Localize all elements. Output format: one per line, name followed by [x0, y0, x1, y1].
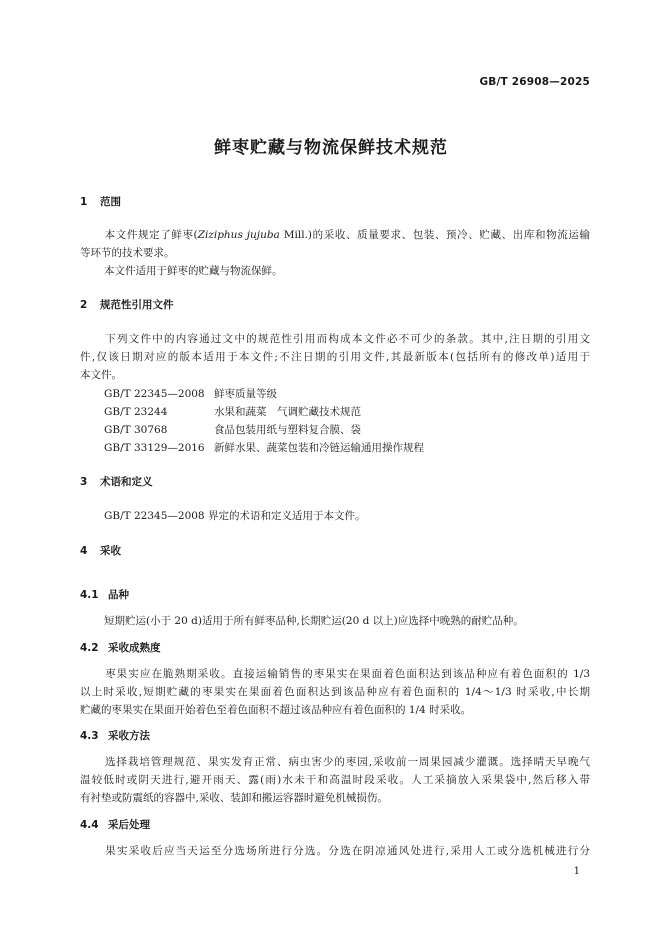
section-4-3-line-1: 选择栽培管理规范、果实发育正常、病虫害少的枣园,采收前一周果园减少灌溉。选择晴天早晚气 [104, 756, 590, 768]
section-number: 4 [80, 545, 88, 557]
section-2-para-line-1: 下列文件中的内容通过文中的规范性引用而构成本文件必不可少的条款。其中,注日期的引用文 [104, 333, 590, 345]
section-number: 4.4 [80, 819, 99, 831]
section-1-para-1-line-1: 本文件规定了鲜枣(Ziziphus jujuba Mill.)的采收、质量要求、包装、预冷、贮藏、出库和物流运输 [104, 229, 590, 241]
section-4-3-line-3: 有衬垫或防震纸的容器中,采收、装卸和搬运容器时避免机械损伤。 [80, 792, 388, 804]
section-4-1-para: 短期贮运(小于 20 d)适用于所有鲜枣品种,长期贮运(20 d 以上)应选择中晚熟的耐贮品种。 [104, 615, 524, 627]
section-4-2-line-2: 以上时采收,短期贮藏的枣果实在果面着色面积达到该品种应有着色面积的 1/4～1/3 时采收,中长期 [80, 686, 590, 698]
section-3-heading [80, 474, 153, 489]
section-3-para: GB/T 22345—2008 界定的术语和定义适用于本文件。 [104, 510, 366, 522]
section-number: 4.1 [80, 589, 99, 601]
section-2-para-line-2: 件,仅该日期对应的版本适用于本文件;不注日期的引用文件,其最新版本(包括所有的修改单)适用于 [80, 351, 590, 363]
standard-number: GB/T 26908—2025 [479, 76, 590, 88]
section-number: 4.2 [80, 642, 99, 654]
section-number: 3 [80, 476, 88, 488]
section-4-4-heading [80, 817, 150, 832]
reference-item: GB/T 33129—2016 新鲜水果、蔬菜包装和冷链运输通用操作规程 [104, 442, 424, 454]
reference-item: GB/T 22345—2008 鲜枣质量等级 [104, 388, 277, 400]
section-title: 采收方法 [108, 730, 150, 742]
section-4-3-line-2: 温较低时或阴天进行,避开雨天、露(雨)水未干和高温时段采收。人工采摘放入采果袋中,然后移入带 [80, 774, 590, 786]
document-title: 鲜枣贮藏与物流保鲜技术规范 [214, 138, 448, 158]
reference-item: GB/T 30768 食品包装用纸与塑料复合膜、袋 [104, 424, 361, 436]
section-title: 术语和定义 [100, 476, 153, 488]
section-2-heading [80, 297, 174, 312]
section-4-3-heading [80, 728, 150, 743]
section-number: 4.3 [80, 730, 99, 742]
section-title: 采收 [100, 545, 121, 557]
section-2-para-line-3: 本文件。 [80, 369, 122, 381]
section-4-1-heading [80, 587, 129, 602]
page-number: 1 [573, 866, 580, 877]
section-4-2-heading [80, 640, 161, 655]
section-title: 采收成熟度 [108, 642, 161, 654]
reference-item: GB/T 23244 水果和蔬菜 气调贮藏技术规范 [104, 406, 361, 418]
section-title: 采后处理 [108, 819, 150, 831]
section-4-2-line-1: 枣果实应在脆熟期采收。直接运输销售的枣果实在果面着色面积达到该品种应有着色面积的 1/3 [104, 668, 590, 680]
section-4-4-line-1: 果实采收后应当天运至分选场所进行分选。分选在阴凉通风处进行,采用人工或分选机械进行分 [104, 845, 590, 857]
section-1-para-1-line-2: 等环节的技术要求。 [80, 247, 175, 259]
section-number: 1 [80, 196, 88, 208]
section-1-para-2: 本文件适用于鲜枣的贮藏与物流保鲜。 [104, 265, 283, 277]
section-title: 规范性引用文件 [100, 299, 174, 311]
section-title: 品种 [108, 589, 129, 601]
section-4-2-line-3: 贮藏的枣果实在果面开始着色至着色面积不超过该品种应有着色面积的 1/4 时采收。 [80, 704, 472, 716]
section-1-heading [80, 194, 121, 209]
section-4-heading [80, 543, 121, 558]
section-title: 范围 [100, 196, 121, 208]
section-number: 2 [80, 299, 88, 311]
